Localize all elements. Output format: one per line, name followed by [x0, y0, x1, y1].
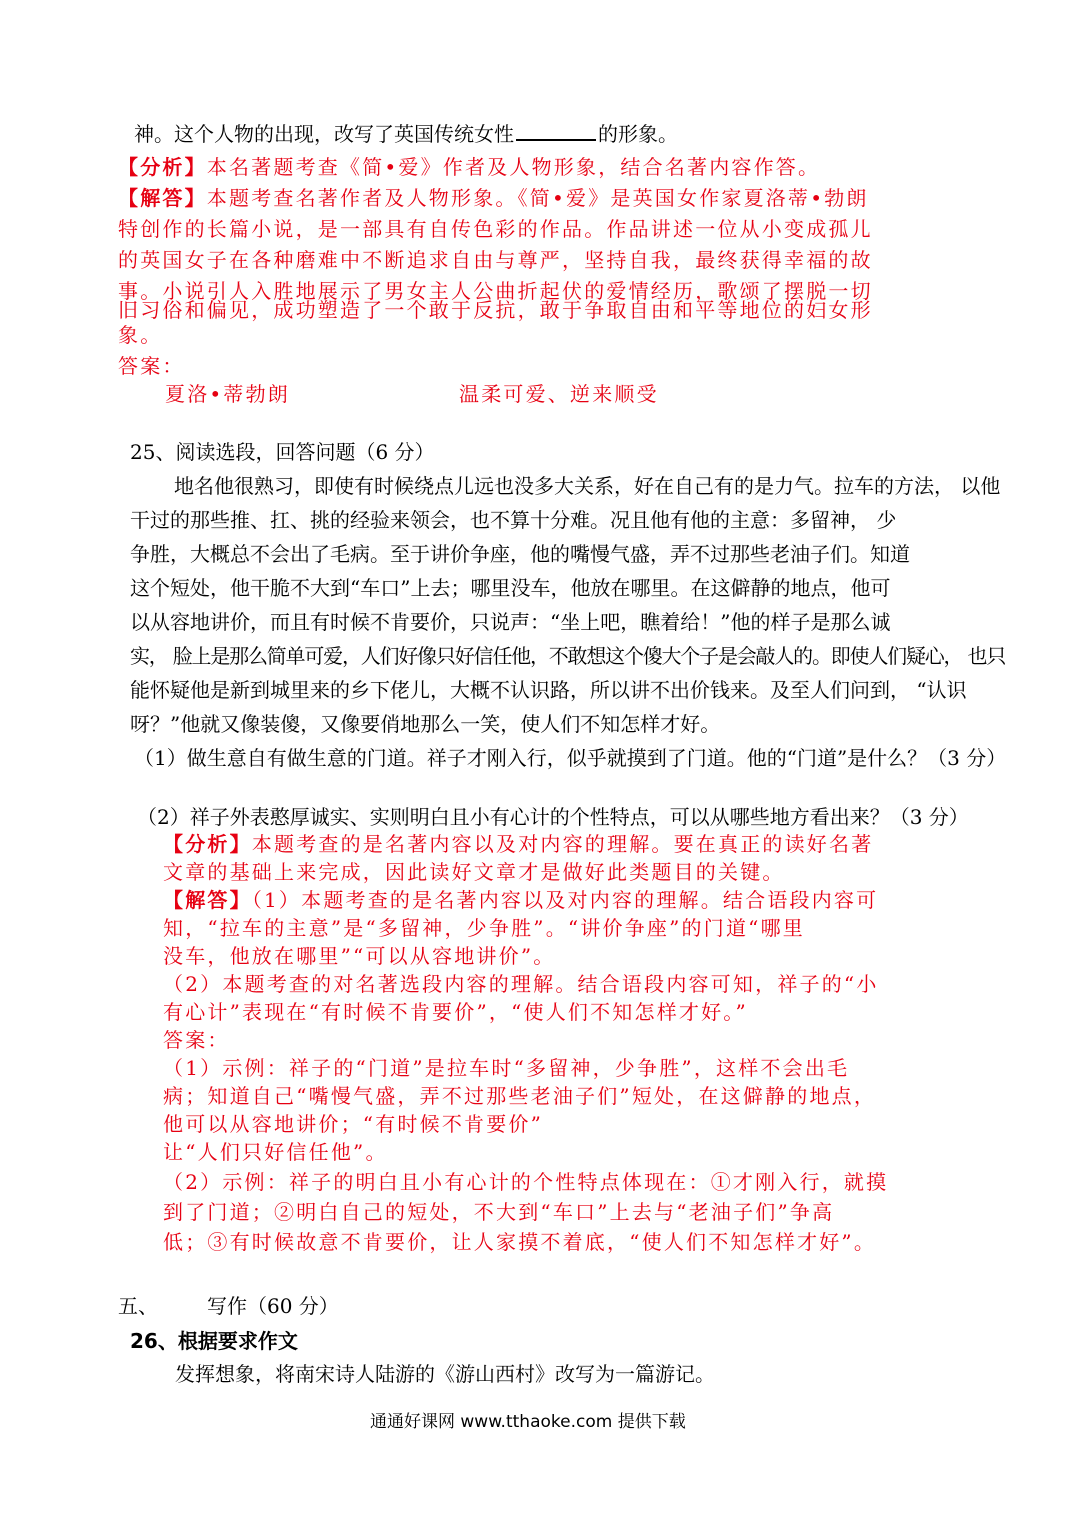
q25-answer-line: 病；知道自己“嘴慢气盛，弄不过那些老油子们”短处，在这僻静的地点， — [163, 1084, 877, 1108]
q25-answer-line: （2）示例：祥子的明白且小有心计的个性特点体现在：①才刚入行，就摸 — [163, 1170, 889, 1194]
q24-question-line: 神。这个人物的出现，改写了英国传统女性 的形象。 — [134, 122, 678, 146]
q24-answer-1: 夏洛•蒂勃朗 — [165, 382, 290, 406]
q25-passage-line: 呀？”他就又像装傻，又像要俏地那么一笑，使人们不知怎样才好。 — [130, 712, 721, 736]
q25-passage-line: 这个短处，他干脆不大到“车口”上去；哪里没车，他放在哪里。在这僻静的地点，他可 — [130, 576, 891, 600]
q25-answer-line: 让“人们只好信任他”。 — [163, 1140, 388, 1164]
q25-passage-line: 能怀疑他是新到城里来的乡下佬儿，大概不认识路，所以讲不出价钱来。及至人们问到， “认识 — [130, 678, 967, 702]
q25-solution-line: 没车，他放在哪里”“可以从容地讲价”。 — [163, 944, 556, 968]
q24-solution-line: 特创作的长篇小说，是一部具有自传色彩的作品。作品讲述一位从小变成孤儿 — [118, 217, 873, 241]
q25-analysis-line: 文章的基础上来完成，因此读好文章才是做好此类题目的关键。 — [163, 860, 785, 884]
q24-analysis: 【分析】本名著题考查《简•爱》作者及人物形象，结合名著内容作答。 — [118, 155, 821, 179]
q25-passage-line: 干过的那些推、扛、挑的经验来领会，也不算十分难。况且他有他的主意：多留神， 少 — [130, 508, 897, 532]
q24-solution-line: 的英国女子在各种磨难中不断追求自由与尊严，坚持自我，最终获得幸福的故 — [118, 248, 873, 272]
q26-prompt: 发挥想象，将南宋诗人陆游的《游山西村》改写为一篇游记。 — [175, 1362, 715, 1386]
q25-answer-line: （1）示例：祥子的“门道”是拉车时“多留神，少争胜”，这样不会出毛 — [163, 1056, 850, 1080]
q25-answer-line: 他可以从容地讲价；“有时候不肯要价” — [163, 1112, 544, 1136]
q25-title: 25、阅读选段，回答问题（6 分） — [130, 440, 435, 464]
q25-answer-label: 答案： — [163, 1028, 230, 1052]
q25-subquestion-2: （2）祥子外表憨厚诚实、实则明白且小有心计的个性特点，可以从哪些地方看出来？（3 分） — [137, 805, 969, 829]
q25-passage-line: 以从容地讲价，而且有时候不肯要价，只说声：“坐上吧，瞧着给！”他的样子是那么诚 — [130, 610, 891, 634]
q25-answer-line: 低；③有时候故意不肯要价，让人家摸不着底，“使人们不知怎样才好”。 — [163, 1230, 877, 1254]
section-title: 写作（60 分） — [207, 1294, 339, 1318]
q24-answer-2: 温柔可爱、逆来顺受 — [459, 382, 659, 406]
section-number: 五、 — [118, 1294, 158, 1318]
q25-passage-line: 争胜，大概总不会出了毛病。至于讲价争座，他的嘴慢气盛，弄不过那些老油子们。知道 — [130, 542, 910, 566]
q24-solution-line: 事。小说引人入胜地展示了男女主人公曲折起伏的爱情经历，歌颂了摆脱一切 — [118, 279, 873, 303]
q25-analysis-line: 【分析】本题考查的是名著内容以及对内容的理解。要在真正的读好名著 — [163, 832, 874, 856]
q25-solution-line: 【解答】（1）本题考查的是名著内容以及对内容的理解。结合语段内容可 — [163, 888, 879, 912]
q24-solution-line: 【解答】本题考查名著作者及人物形象。《简•爱》是英国女作家夏洛蒂•勃朗 — [118, 186, 869, 210]
q25-passage-line: 实， 脸上是那么简单可爱，人们好像只好信任他，不敢想这个傻大个子是会敲人的。即使人们疑心， 也只 — [130, 644, 1006, 668]
q25-answer-line: 到了门道；②明白自己的短处，不大到“车口”上去与“老油子们”争高 — [163, 1200, 835, 1224]
q25-subquestion-1: （1）做生意自有做生意的门道。祥子才刚入行，似乎就摸到了门道。他的“门道”是什么？（3 分） — [134, 746, 1007, 770]
q25-solution-line: （2）本题考查的对名著选段内容的理解。结合语段内容可知，祥子的“小 — [163, 972, 879, 996]
q24-solution-line: 旧习俗和偏见，成功塑造了一个敢于反抗，敢于争取自由和平等地位的妇女形 — [118, 298, 873, 322]
q25-solution-line: 知，“拉车的主意”是“多留神，少争胜”。“讲价争座”的门道“哪里 — [163, 916, 805, 940]
q25-passage-line: 地名他很熟习，即使有时候绕点儿远也没多大关系，好在自己有的是力气。拉车的方法， 以他 — [174, 474, 1001, 498]
q26-title: 26、根据要求作文 — [130, 1329, 298, 1353]
q24-answer-label: 答案： — [118, 354, 185, 378]
q25-solution-line: 有心计”表现在“有时候不肯要价”，“使人们不知怎样才好。” — [163, 1000, 748, 1024]
answer-blank — [516, 121, 596, 141]
q24-solution-line: 象。 — [118, 323, 163, 347]
page-footer: 通通好课网 www.tthaoke.com 提供下载 — [370, 1412, 686, 1432]
